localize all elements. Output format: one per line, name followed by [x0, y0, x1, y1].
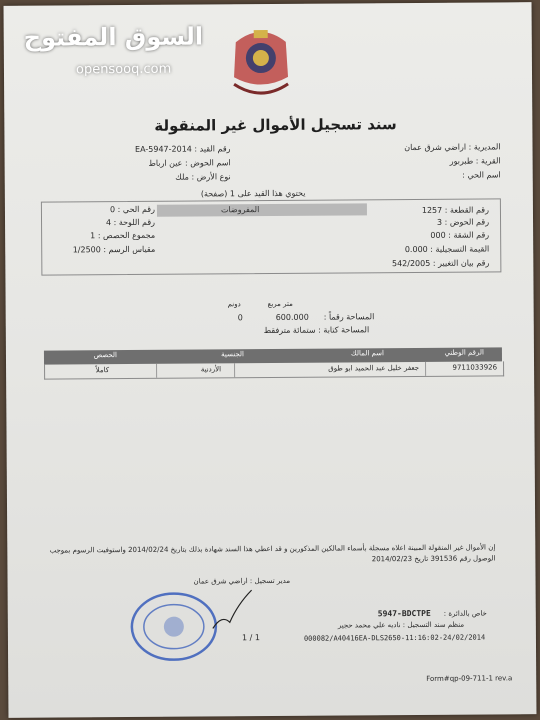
table-row [44, 361, 504, 379]
header-national-id: الرقم الوطني [444, 348, 484, 357]
area-numeric-label: المساحة رقماً : [323, 312, 375, 322]
area-written: المساحة كتابة : ستمائة مترفقط [263, 325, 370, 336]
director-label: مدير تسجيل : اراضي شرق عمان [193, 576, 291, 586]
record-number: رقم القيد : 2014-EA-5947 [134, 144, 231, 154]
header-owner-name: اسم المالك [350, 349, 384, 358]
plate-number: رقم اللوحة : 4 [105, 217, 156, 228]
header-nationality: الجنسية [221, 350, 244, 359]
cell-nationality: الأردنية [200, 365, 222, 374]
directorate: المديرية : اراضي شرق عمان [404, 142, 501, 153]
form-code: Form#qp-09-711-1 rev.a [426, 674, 513, 683]
contents-note: يحتوي هذا القيد على 1 (صفحة) [200, 188, 306, 199]
page-title: سند تسجيل الأموال غير المنقولة [154, 115, 397, 135]
basin-name: اسم الحوض : عين ارباط [148, 158, 231, 168]
page-indicator: 1 / 1 [241, 633, 260, 643]
signature-icon [208, 584, 258, 634]
cell-shares: كاملاً [95, 366, 110, 375]
parcel-number: رقم القطعة : 1257 [421, 205, 489, 215]
redaction [157, 203, 367, 216]
village: القرية : طبربور [449, 156, 501, 166]
opensooq-url: opensooq.com [75, 61, 172, 78]
registrar-label: منظم سند التسجيل : ناديه علي محمد حجير [337, 620, 465, 630]
area-unit-sqm: متر مربع [267, 299, 293, 309]
document-page [4, 2, 537, 718]
apartment-number: رقم الشقة : 000 [430, 230, 490, 240]
total-shares: مجموع الحصص : 1 [90, 230, 156, 241]
opensooq-logo: السوق المفتوح [23, 22, 204, 52]
quarter-number: رقم الحي : 0 [109, 204, 155, 215]
official-stamp-icon [128, 589, 221, 664]
area-sqm-value: 600.000 [275, 312, 309, 322]
area-unit-dunum: دونم [227, 300, 241, 309]
area-dunum-value: 0 [237, 313, 243, 323]
drawing-scale: مقياس الرسم : 1/2500 [72, 244, 156, 255]
header-shares: الحصص [93, 351, 117, 360]
basin-number: رقم الحوض : 3 [436, 217, 490, 227]
reference-code: 5947-BDCTPE [377, 608, 431, 619]
footer-statement: إن الأموال غير المنقولة المبينة اعلاه مسجلة بأسماء المالكين المذكورين و قد اعطي هذا السند شهادة بذلك بتاريخ 2014/02/24 واستوفيت الرسوم بموجب الوصول رقم 391536 تاريخ 2014/02/23 [49, 543, 496, 564]
cell-national-id: 9711033926 [452, 363, 498, 372]
system-code: 000082/A40416EA-DLS2650-11:16:02-24/02/2014 [303, 633, 486, 643]
cell-owner-name: جعفر خليل عبد الحميد ابو طوق [328, 363, 420, 373]
reference-label: خاص بالدائرة : [443, 609, 487, 618]
registered-value: القيمة التسجيلية : 0.000 [404, 244, 490, 255]
encumbrances-label: المفروضات [220, 205, 260, 215]
district: اسم الحي : [462, 170, 501, 180]
coat-of-arms-icon [226, 22, 297, 104]
land-type: نوع الأرض : ملك [175, 172, 231, 182]
change-statement: رقم بيان التغيير : 542/2005 [391, 258, 490, 269]
